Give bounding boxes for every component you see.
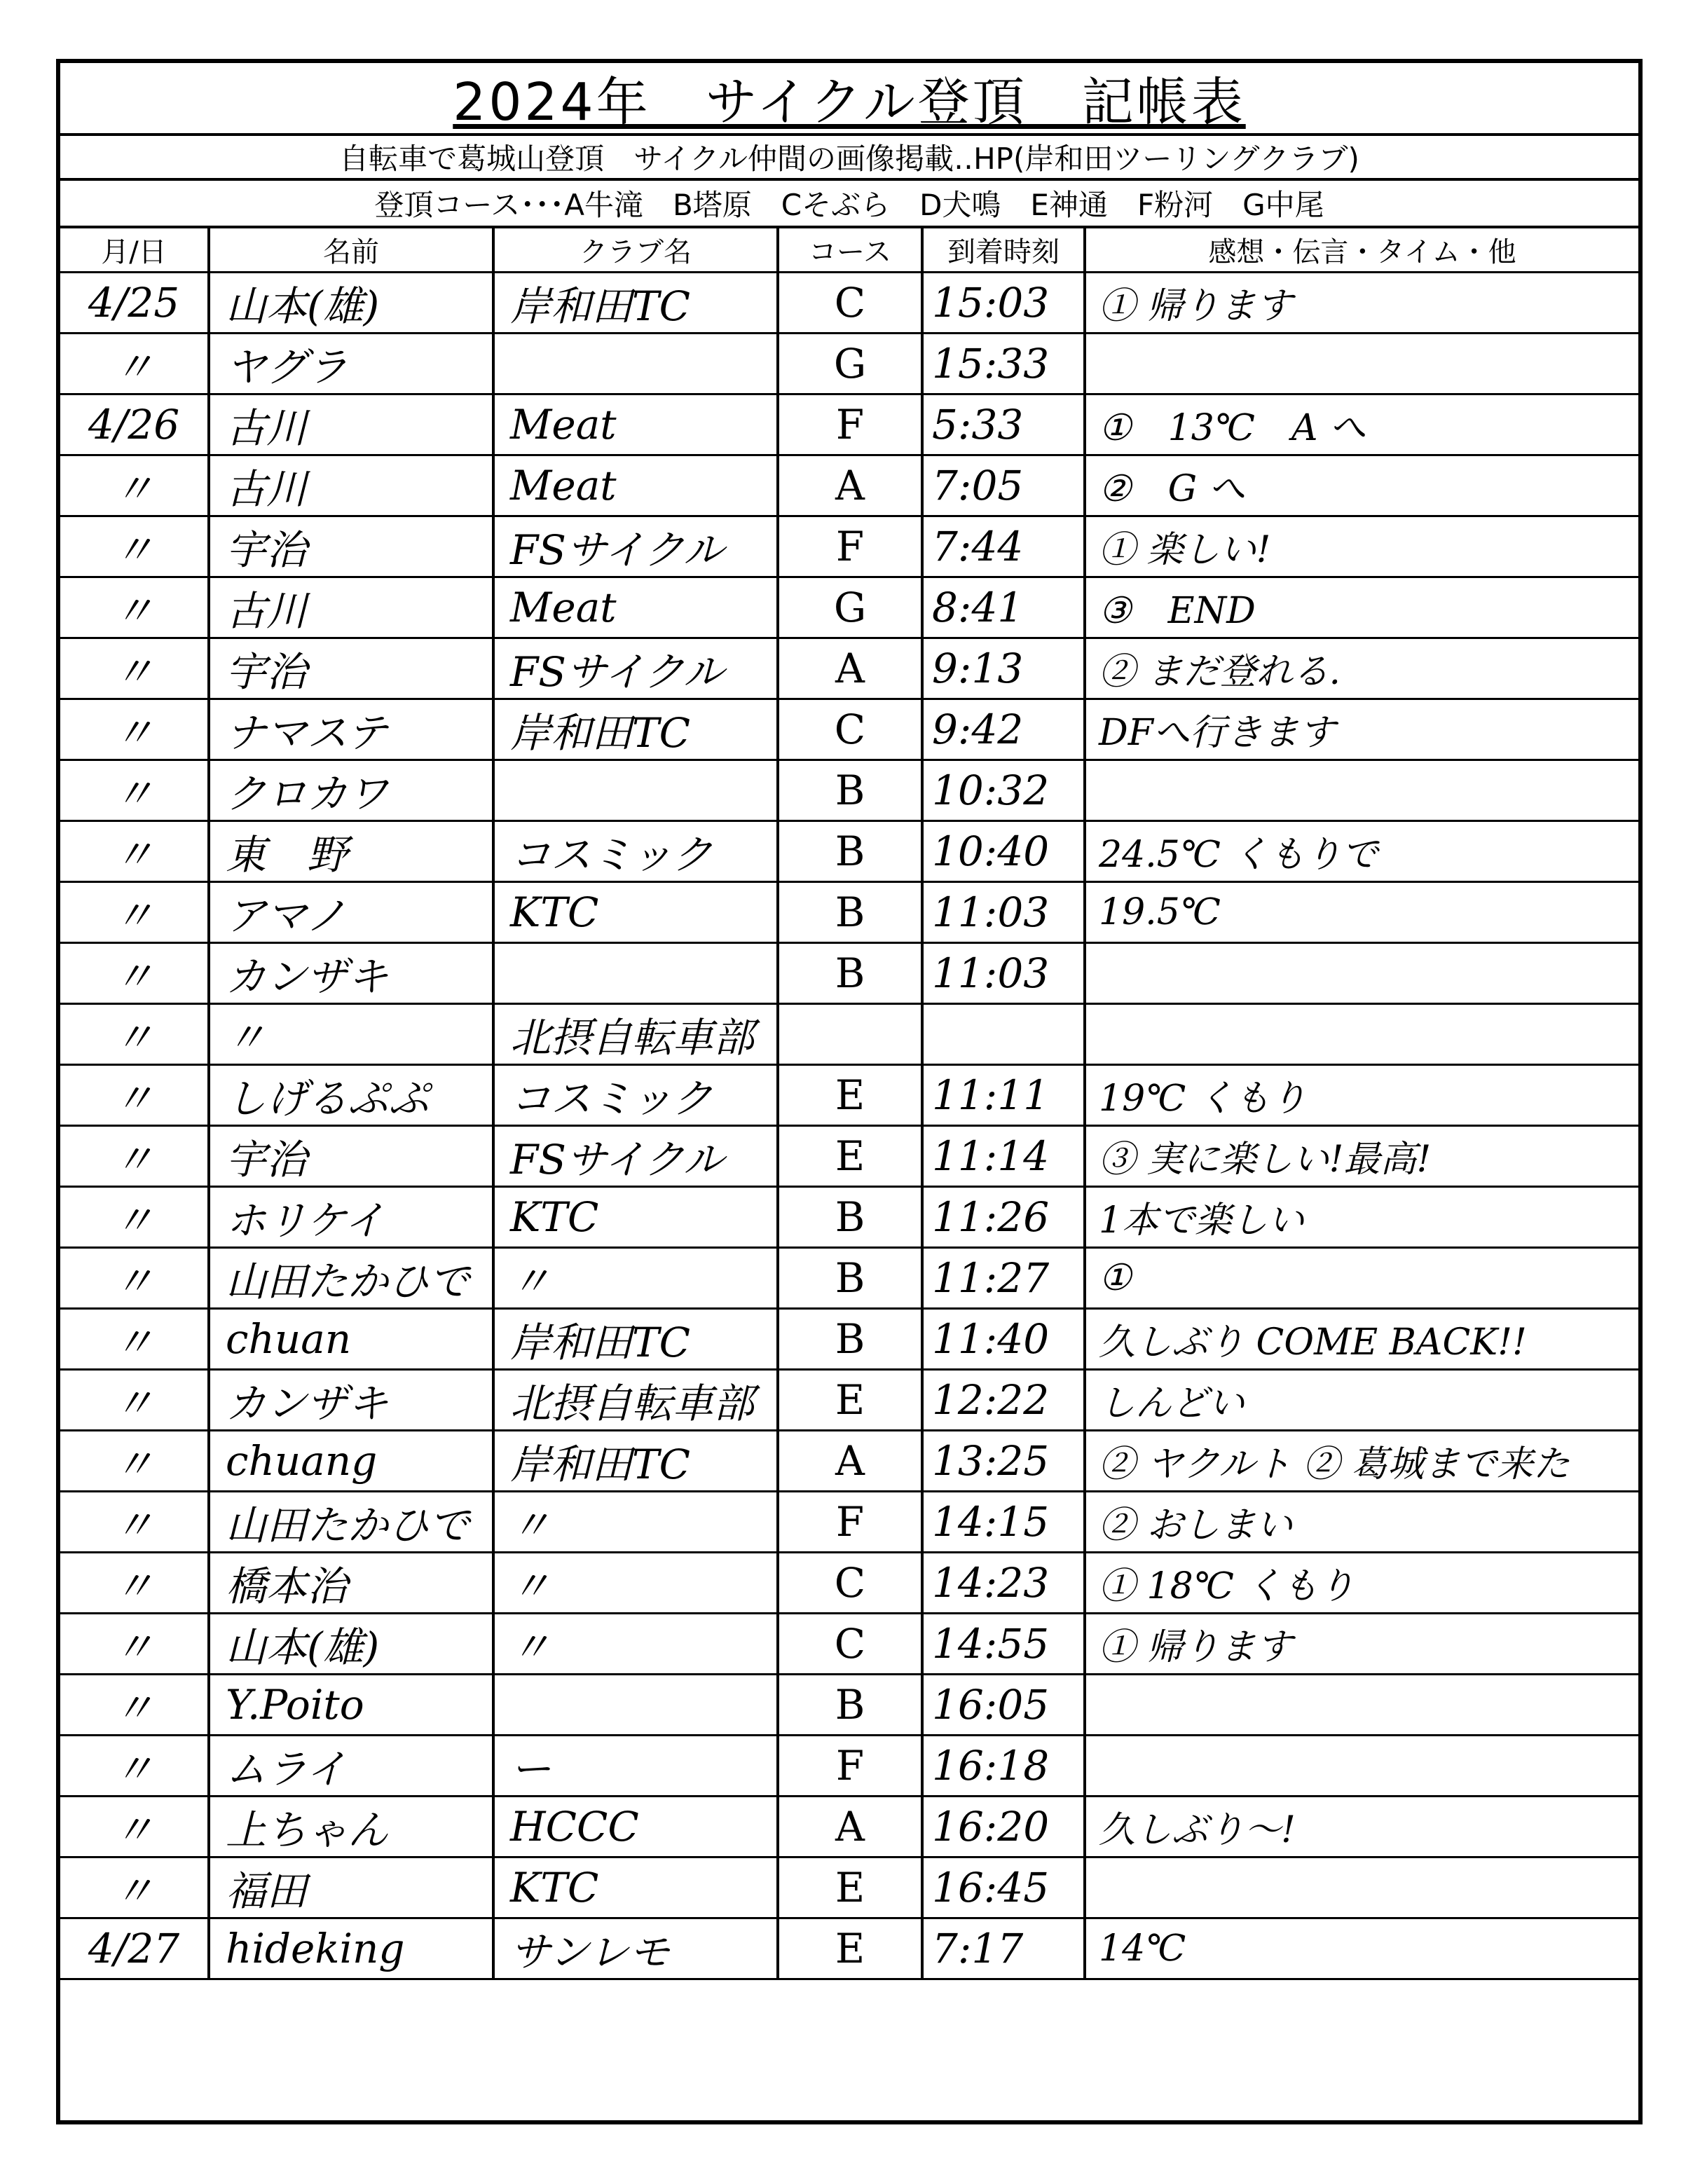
club-cell: コスミック <box>493 1064 778 1125</box>
comment-cell: ③ 実に楽しい!最高! <box>1085 1125 1638 1186</box>
date-cell: 〃 <box>60 1857 209 1918</box>
course-cell: C <box>778 1613 922 1674</box>
time-cell: 14:15 <box>922 1491 1085 1552</box>
club-cell: KTC <box>493 881 778 942</box>
course-cell: F <box>778 1735 922 1796</box>
date-cell: 〃 <box>60 638 209 699</box>
column-header-date: 月/日 <box>60 228 209 272</box>
name-cell: 山田たかひで <box>209 1247 493 1308</box>
course-cell: B <box>778 881 922 942</box>
club-cell: 〃 <box>493 1491 778 1552</box>
club-cell: 岸和田TC <box>493 699 778 760</box>
logbook-sheet <box>56 59 1643 2124</box>
course-legend: 登頂コース･･･A牛滝 B塔原 Cそぶら D犬鳴 E神通 F粉河 G中尾 <box>374 188 1324 222</box>
comment-cell: ② G へ <box>1085 455 1638 516</box>
table-row <box>60 455 1638 516</box>
club-cell <box>493 942 778 1003</box>
course-cell: C <box>778 272 922 333</box>
club-cell: 岸和田TC <box>493 1430 778 1491</box>
table-row <box>60 1186 1638 1247</box>
club-cell: FSサイクル <box>493 638 778 699</box>
name-cell: 古川 <box>209 394 493 455</box>
club-cell: ー <box>493 1735 778 1796</box>
time-cell: 15:33 <box>922 333 1085 394</box>
date-cell: 〃 <box>60 577 209 638</box>
course-cell: A <box>778 1796 922 1857</box>
comment-cell: 19.5℃ <box>1085 881 1638 942</box>
time-cell: 7:05 <box>922 455 1085 516</box>
table-row <box>60 638 1638 699</box>
club-cell: 岸和田TC <box>493 272 778 333</box>
time-cell: 16:20 <box>922 1796 1085 1857</box>
club-cell: サンレモ <box>493 1918 778 1979</box>
table-row <box>60 1735 1638 1796</box>
date-cell: 4/26 <box>60 394 209 455</box>
comment-cell <box>1085 333 1638 394</box>
table-row <box>60 1918 1638 1979</box>
time-cell: 16:45 <box>922 1857 1085 1918</box>
date-cell: 〃 <box>60 1369 209 1430</box>
name-cell: 〃 <box>209 1003 493 1064</box>
club-cell: KTC <box>493 1186 778 1247</box>
name-cell: hideking <box>209 1918 493 1979</box>
subtitle-band <box>60 136 1638 181</box>
date-cell: 〃 <box>60 942 209 1003</box>
time-cell: 11:03 <box>922 942 1085 1003</box>
table-row <box>60 1369 1638 1430</box>
comment-cell <box>1085 1674 1638 1735</box>
table-row <box>60 820 1638 881</box>
comment-cell: 久しぶり COME BACK!! <box>1085 1308 1638 1369</box>
name-cell: 古川 <box>209 455 493 516</box>
comment-cell: ② ヤクルト ② 葛城まで来た <box>1085 1430 1638 1491</box>
name-cell: ムライ <box>209 1735 493 1796</box>
date-cell: 〃 <box>60 1186 209 1247</box>
time-cell: 15:03 <box>922 272 1085 333</box>
course-cell: B <box>778 1186 922 1247</box>
logbook-table <box>60 228 1638 1980</box>
club-cell <box>493 1674 778 1735</box>
table-row <box>60 333 1638 394</box>
name-cell: 宇治 <box>209 1125 493 1186</box>
time-cell: 8:41 <box>922 577 1085 638</box>
comment-cell: 14℃ <box>1085 1918 1638 1979</box>
name-cell: Y.Poito <box>209 1674 493 1735</box>
date-cell: 〃 <box>60 1796 209 1857</box>
date-cell: 4/25 <box>60 272 209 333</box>
name-cell: 宇治 <box>209 516 493 577</box>
time-cell: 11:40 <box>922 1308 1085 1369</box>
club-cell: FSサイクル <box>493 516 778 577</box>
date-cell: 〃 <box>60 1308 209 1369</box>
club-cell: コスミック <box>493 820 778 881</box>
name-cell: 東 野 <box>209 820 493 881</box>
time-cell: 9:42 <box>922 699 1085 760</box>
course-cell: A <box>778 455 922 516</box>
course-cell: G <box>778 333 922 394</box>
date-cell: 〃 <box>60 1491 209 1552</box>
comment-cell <box>1085 1857 1638 1918</box>
course-cell: B <box>778 820 922 881</box>
table-row <box>60 1064 1638 1125</box>
club-cell: HCCC <box>493 1796 778 1857</box>
date-cell: 〃 <box>60 1064 209 1125</box>
comment-cell <box>1085 942 1638 1003</box>
club-cell <box>493 333 778 394</box>
name-cell: chuan <box>209 1308 493 1369</box>
date-cell: 〃 <box>60 516 209 577</box>
table-row <box>60 1613 1638 1674</box>
course-legend-band <box>60 181 1638 228</box>
time-cell: 5:33 <box>922 394 1085 455</box>
time-cell: 11:14 <box>922 1125 1085 1186</box>
club-cell: 北摂自転車部 <box>493 1369 778 1430</box>
club-cell: Meat <box>493 394 778 455</box>
name-cell: 山本(雄) <box>209 272 493 333</box>
table-row <box>60 394 1638 455</box>
comment-cell: ① 楽しい! <box>1085 516 1638 577</box>
course-cell: F <box>778 516 922 577</box>
date-cell: 〃 <box>60 1125 209 1186</box>
name-cell: ホリケイ <box>209 1186 493 1247</box>
club-cell: 岸和田TC <box>493 1308 778 1369</box>
name-cell: クロカワ <box>209 760 493 820</box>
table-row <box>60 1247 1638 1308</box>
date-cell: 〃 <box>60 1613 209 1674</box>
course-cell: F <box>778 394 922 455</box>
comment-cell <box>1085 760 1638 820</box>
column-header-time: 到着時刻 <box>922 228 1085 272</box>
course-cell: G <box>778 577 922 638</box>
name-cell: しげるぷぷ <box>209 1064 493 1125</box>
date-cell: 〃 <box>60 881 209 942</box>
time-cell: 9:13 <box>922 638 1085 699</box>
time-cell: 16:05 <box>922 1674 1085 1735</box>
date-cell: 〃 <box>60 1552 209 1613</box>
name-cell: カンザキ <box>209 942 493 1003</box>
course-cell: A <box>778 1430 922 1491</box>
time-cell: 11:26 <box>922 1186 1085 1247</box>
comment-cell: ① 帰ります <box>1085 272 1638 333</box>
comment-cell <box>1085 1735 1638 1796</box>
time-cell: 12:22 <box>922 1369 1085 1430</box>
table-row <box>60 516 1638 577</box>
name-cell: ナマステ <box>209 699 493 760</box>
time-cell: 11:03 <box>922 881 1085 942</box>
comment-cell: ① 18℃ くもり <box>1085 1552 1638 1613</box>
course-cell: B <box>778 942 922 1003</box>
time-cell: 10:40 <box>922 820 1085 881</box>
name-cell: アマノ <box>209 881 493 942</box>
name-cell: ヤグラ <box>209 333 493 394</box>
time-cell: 11:11 <box>922 1064 1085 1125</box>
club-cell: KTC <box>493 1857 778 1918</box>
club-cell: Meat <box>493 455 778 516</box>
name-cell: 福田 <box>209 1857 493 1918</box>
time-cell: 13:25 <box>922 1430 1085 1491</box>
column-header-name: 名前 <box>209 228 493 272</box>
date-cell: 〃 <box>60 333 209 394</box>
table-row <box>60 272 1638 333</box>
comment-cell: ① 帰ります <box>1085 1613 1638 1674</box>
time-cell <box>922 1003 1085 1064</box>
time-cell: 11:27 <box>922 1247 1085 1308</box>
title-band <box>60 63 1638 136</box>
club-cell: FSサイクル <box>493 1125 778 1186</box>
course-cell: E <box>778 1857 922 1918</box>
header-row <box>60 228 1638 272</box>
course-cell: B <box>778 760 922 820</box>
name-cell: 古川 <box>209 577 493 638</box>
table-row <box>60 577 1638 638</box>
table-row <box>60 1125 1638 1186</box>
date-cell: 〃 <box>60 699 209 760</box>
page-title: 2024年 サイクル登頂 記帳表 <box>453 72 1246 132</box>
club-cell: 〃 <box>493 1613 778 1674</box>
comment-cell: しんどい <box>1085 1369 1638 1430</box>
date-cell: 〃 <box>60 1735 209 1796</box>
club-cell: 〃 <box>493 1247 778 1308</box>
table-row <box>60 1003 1638 1064</box>
table-row <box>60 1430 1638 1491</box>
table-body <box>60 272 1638 1979</box>
comment-cell: ① 13℃ A へ <box>1085 394 1638 455</box>
time-cell: 16:18 <box>922 1735 1085 1796</box>
club-cell <box>493 760 778 820</box>
table-row <box>60 1308 1638 1369</box>
date-cell: 4/27 <box>60 1918 209 1979</box>
course-cell: A <box>778 638 922 699</box>
name-cell: 山田たかひで <box>209 1491 493 1552</box>
table-row <box>60 699 1638 760</box>
course-cell: E <box>778 1064 922 1125</box>
table-row <box>60 1857 1638 1918</box>
date-cell: 〃 <box>60 1674 209 1735</box>
comment-cell: 久しぶり〜! <box>1085 1796 1638 1857</box>
comment-cell: ③ END <box>1085 577 1638 638</box>
table-row <box>60 1796 1638 1857</box>
comment-cell: ② まだ登れる. <box>1085 638 1638 699</box>
date-cell: 〃 <box>60 760 209 820</box>
course-cell <box>778 1003 922 1064</box>
page-subtitle: 自転車で葛城山登頂 サイクル仲間の画像掲載‥HP(岸和田ツーリングクラブ) <box>339 142 1359 176</box>
comment-cell: 1本で楽しい <box>1085 1186 1638 1247</box>
name-cell: 上ちゃん <box>209 1796 493 1857</box>
comment-cell: DFへ行きます <box>1085 699 1638 760</box>
table-row <box>60 942 1638 1003</box>
time-cell: 10:32 <box>922 760 1085 820</box>
name-cell: 橋本治 <box>209 1552 493 1613</box>
column-header-course: コース <box>778 228 922 272</box>
comment-cell: ① <box>1085 1247 1638 1308</box>
table-row <box>60 1674 1638 1735</box>
course-cell: C <box>778 1552 922 1613</box>
time-cell: 14:55 <box>922 1613 1085 1674</box>
time-cell: 7:44 <box>922 516 1085 577</box>
comment-cell <box>1085 1003 1638 1064</box>
name-cell: カンザキ <box>209 1369 493 1430</box>
name-cell: 山本(雄) <box>209 1613 493 1674</box>
club-cell: Meat <box>493 577 778 638</box>
course-cell: E <box>778 1125 922 1186</box>
course-cell: B <box>778 1674 922 1735</box>
time-cell: 14:23 <box>922 1552 1085 1613</box>
comment-cell: 19℃ くもり <box>1085 1064 1638 1125</box>
table-row <box>60 760 1638 820</box>
course-cell: F <box>778 1491 922 1552</box>
comment-cell: ② おしまい <box>1085 1491 1638 1552</box>
column-header-club: クラブ名 <box>493 228 778 272</box>
name-cell: chuang <box>209 1430 493 1491</box>
column-header-comment: 感想・伝言・タイム・他 <box>1085 228 1638 272</box>
time-cell: 7:17 <box>922 1918 1085 1979</box>
date-cell: 〃 <box>60 455 209 516</box>
course-cell: B <box>778 1308 922 1369</box>
date-cell: 〃 <box>60 1003 209 1064</box>
table-row <box>60 1491 1638 1552</box>
club-cell: 〃 <box>493 1552 778 1613</box>
date-cell: 〃 <box>60 1247 209 1308</box>
table-row <box>60 881 1638 942</box>
table-row <box>60 1552 1638 1613</box>
name-cell: 宇治 <box>209 638 493 699</box>
date-cell: 〃 <box>60 820 209 881</box>
course-cell: E <box>778 1369 922 1430</box>
date-cell: 〃 <box>60 1430 209 1491</box>
course-cell: E <box>778 1918 922 1979</box>
course-cell: C <box>778 699 922 760</box>
course-cell: B <box>778 1247 922 1308</box>
club-cell: 北摂自転車部 <box>493 1003 778 1064</box>
comment-cell: 24.5℃ くもりで <box>1085 820 1638 881</box>
